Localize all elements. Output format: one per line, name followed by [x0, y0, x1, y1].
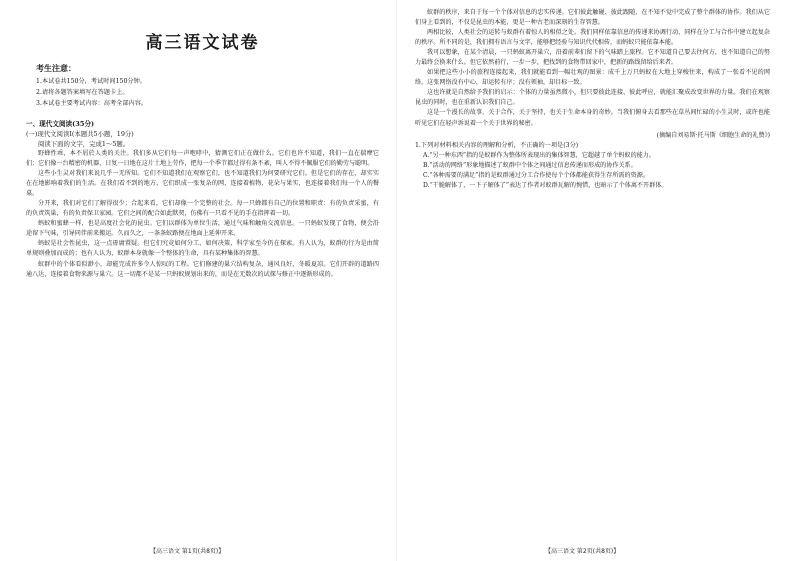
right-page [397, 0, 794, 561]
question-option-d: D.“干脆解体了，一下子解体了”表达了作者对蚁群瓦解的惋惜，也暗示了个体离不开群体。 [423, 181, 668, 189]
page-footer-right: 【高三语文 第2页(共8页)】 [545, 548, 620, 555]
section-heading: 一、现代文阅读(35分) [26, 120, 95, 128]
passage-paragraph: 蚂蚁是社会性昆虫，这一点毋庸置疑。但它们究竟如何分工、如何决策，科学家至今仍在探索。有人认为，蚁群的行为是由简单规则叠加而成的；也有人认为，蚁群本身就像一个整体的生命，具有某种集体的智慧。 [26, 240, 379, 258]
passage-paragraph: 野蜂性乖，本不屑於人类的关注。我们多从它们每一声咆哮中，猜测它们正在做什么。它们也许不知道，我们一直在揣摩它们；它们像一台精密的机器，日复一日地在这片土地上劳作，把每一个季节都过得有条不紊，叫人不得不佩服它们的勤劳与聪明。 [26, 150, 379, 168]
exam-title: 高三语文试卷 [145, 33, 260, 53]
reading-instruction: 阅读下面的文字，完成1～5题。 [38, 140, 130, 148]
passage-paragraph: 蚂蚁和蜜蜂一样，也是高度社会化的昆虫。它们以群体为单位生活，通过气味和触角交流信息。一只蚂蚁发现了食物，便会沿途留下气味，引导同伴前来搬运。久而久之，一条条蚁路便在地面上延伸开来。 [26, 220, 379, 238]
passage-paragraph: 这是一个漫长的故事，关于合作，关于坚持，也关于生命本身的奇妙。当我们俯身去看那些在草丛间忙碌的小生灵时，或许也能听见它们在轻声诉说着一个关于世界的秘密。 [415, 109, 770, 127]
question-option-a: A.“另一种东西”指的是蚁群作为整体所表现出的集体智慧，它超越了单个蚂蚁的能力。 [423, 151, 655, 159]
notice-item: 1.本试卷共150分，考试时间150分钟。 [36, 78, 146, 85]
passage-paragraph: 如果把这些小小的旅程连接起来，我们就能看到一幅壮观的图景：成千上万只蚂蚁在大地上穿梭往来，构成了一张看不见的网络。这张网络没有中心，却运转有序；没有领袖，却目标一致。 [415, 69, 770, 87]
passage-paragraph: 蚁群中的个体看似渺小，却能完成许多令人惊叹的工程。它们修建的巢穴结构复杂，通风良好，冬暖夏凉。它们开辟的道路四通八达，连接着食物来源与巢穴。这一切都不是某一只蚂蚁规划出来的，而是在无数次的试探与修正中逐渐形成的。 [26, 260, 379, 278]
notice-item: 2.请将各题答案填写在答题卡上。 [36, 89, 129, 96]
notice-block [26, 63, 379, 109]
question-option-b: B.“活动的网络”形象地描述了蚁群中个体之间通过信息传递而形成的协作关系。 [423, 161, 637, 169]
passage-paragraph: 两相比较，人类社会的运转与蚁群有着惊人的相似之处。我们同样依靠信息的传递来协调行动，同样在分工与合作中建立起复杂的秩序。所不同的是，我们拥有语言与文字，能够把经验与知识代代相传，而蚂蚁只能依靠本能。 [415, 29, 770, 47]
passage-source: (摘编自刘易斯·托马斯《细胞生命的礼赞》) [656, 131, 770, 139]
subsection-heading: (一)现代文阅读Ⅰ(本题共5小题，19分) [26, 130, 134, 138]
page-footer-left: 【高三语文 第1页(共8页)】 [150, 548, 225, 555]
question-stem: 1.下列对材料相关内容的理解和分析，不正确的一项是(3分) [415, 141, 579, 149]
passage-paragraph: 这也许就是自然给予我们的启示：个体的力量虽然微小，但只要彼此连接、彼此呼应，就能汇聚成改变世界的力量。我们在观察昆虫的同时，也在重新认识我们自己。 [415, 89, 770, 107]
notice-heading: 考生注意： [36, 64, 76, 73]
passage-paragraph: 分开来，我们对它们了解得很少；合起来看，它们却像一个完整的社会。每一只蜂都有自己的位置和职责：有的负责采蜜，有的负责筑巢，有的负责保卫家园。它们之间的配合如此默契，仿佛有一只看不见的手在指挥着一切。 [26, 200, 379, 218]
question-option-c: C.“各种需要的满足”指的是蚁群通过分工合作使每个个体都能获得生存所需的资源。 [423, 171, 649, 179]
passage-paragraph: 我可以想象，在某个清晨，一只蚂蚁离开巢穴，沿着前辈们留下的气味踏上旅程。它不知道自己要去往何方，也不知道自己的努力最终会换来什么。但它依然前行，一步一步，把找到的食物带回家中，把新的路线留给后来者。 [415, 49, 770, 67]
passage-paragraph: 蚁群的秩序，来自于每一个个体对信息的忠实传递。它们彼此触碰、彼此跟随，在不知不觉中完成了整个群体的协作。我们从它们身上看到的，不仅是昆虫的本能，更是一种古老而深刻的生存智慧。 [415, 9, 770, 27]
notice-item: 3.本试卷主要考试内容：高考全部内容。 [36, 100, 148, 107]
passage-paragraph: 这些小生灵对我们来说几乎一无所知。它们不知道我们在观察它们，也不知道我们为何要研究它们。但是它们的存在，却实实在在地影响着我们的生活。在我们看不到的地方，它们织成一张复杂的网，连接着植物、花朵与果实，也连接着我们每一个人的餐桌。 [26, 170, 379, 198]
